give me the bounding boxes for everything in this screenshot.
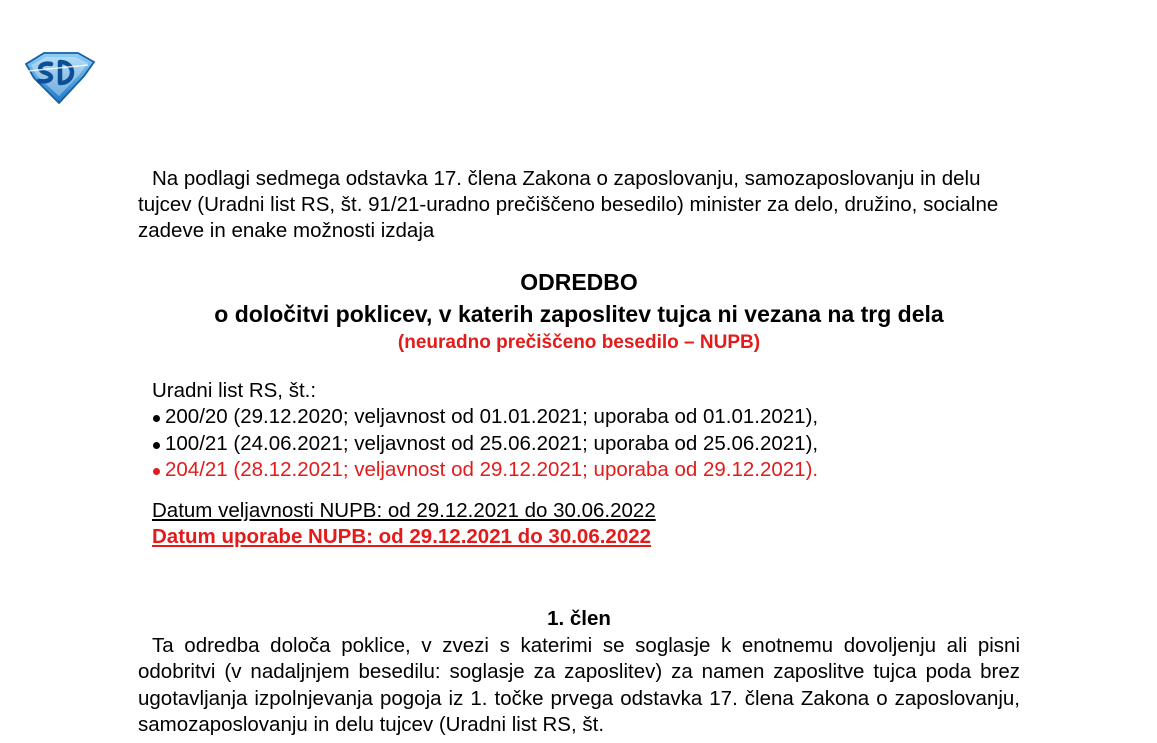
consolidation-note: (neuradno prečiščeno besedilo – NUPB) xyxy=(397,332,761,353)
gazette-item: 100/21 (24.06.2021; veljavnost od 25.06.2021; uporaba od 25.06.2021), xyxy=(152,431,1020,458)
document-subtitle: o določitvi poklicev, v katerih zaposlitev tujca ni vezana na trg dela xyxy=(214,301,944,327)
document-title: ODREDBO xyxy=(520,269,638,295)
sd-logo-icon xyxy=(22,50,96,104)
document-page xyxy=(138,166,1020,739)
gazette-references xyxy=(138,378,1020,484)
gazette-item-current: 204/21 (28.12.2021; veljavnost od 29.12.2021; uporaba od 29.12.2021). xyxy=(152,457,1020,484)
title-block xyxy=(138,266,1020,356)
article-paragraph: Ta odredba določa poklice, v zvezi s katerimi se soglasje k enotnemu dovoljenju ali pisni odobritvi (v nadaljnjem besedilu: soglasje za zaposlitev) za namen zaposlitve tujca poda brez ugotavljanja izpolnjevanja pogoja iz 1. točke prvega odstavka 17. člena Zakona o zaposlovanju, samozaposlovanju in delu tujcev (Uradni list RS, št. xyxy=(138,633,1020,736)
gazette-item: 200/20 (29.12.2020; veljavnost od 01.01.2021; uporaba od 01.01.2021), xyxy=(152,404,1020,431)
validity-date: Datum veljavnosti NUPB: od 29.12.2021 do 30.06.2022 xyxy=(152,498,656,522)
nupb-dates xyxy=(138,498,1020,550)
preamble-paragraph: Na podlagi sedmega odstavka 17. člena Zakona o zaposlovanju, samozaposlovanju in delu tujcev (Uradni list RS, št. 91/21-uradno prečiščeno besedilo) minister za delo, družino, socialne zadeve in enake možnosti izdaja xyxy=(138,167,999,242)
article-heading: 1. člen xyxy=(547,606,611,630)
gazette-list xyxy=(152,404,1020,484)
application-date: Datum uporabe NUPB: od 29.12.2021 do 30.06.2022 xyxy=(152,524,652,548)
gazette-heading: Uradni list RS, št.: xyxy=(152,379,317,402)
